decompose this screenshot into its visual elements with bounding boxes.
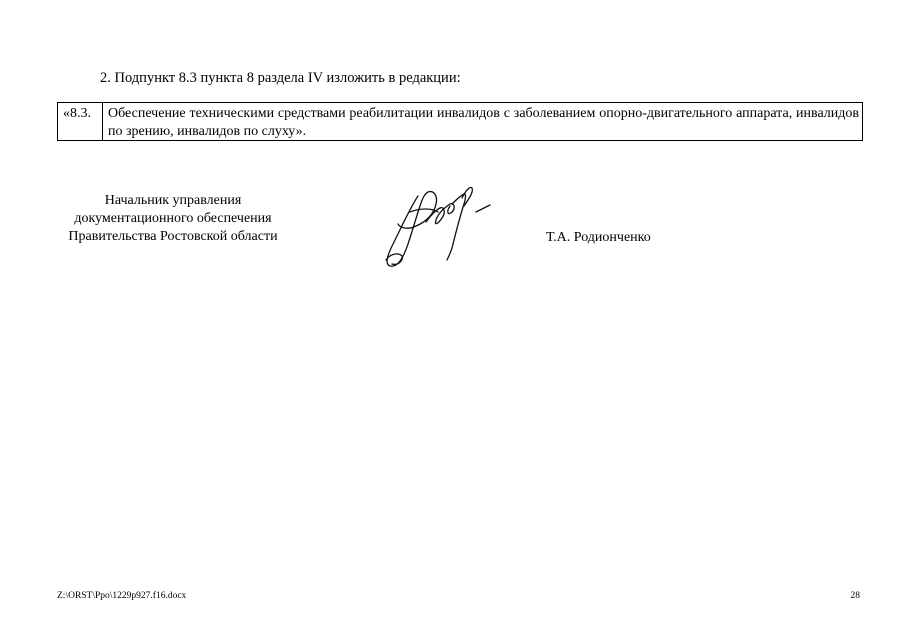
handwritten-signature [380, 182, 495, 270]
amendment-table [57, 102, 863, 141]
amendment-instruction: 2. Подпункт 8.3 пункта 8 раздела IV изложить в редакции: [100, 70, 461, 86]
signatory-title-line: Начальник управления [104, 193, 242, 208]
footer-file-path: Z:\ORST\Ppo\1229p927.f16.docx [57, 591, 187, 601]
amendment-text: Обеспечение техническими средствами реабилитации инвалидов с заболеванием опорно-двигательного аппарата, инвалидов по зрению, инвалидов по слуху». [108, 106, 859, 139]
signatory-title [58, 192, 288, 246]
signatory-title-line: документационного обеспечения [74, 211, 272, 226]
amendment-number: «8.3. [58, 103, 103, 140]
signatory-title-line: Правительства Ростовской области [68, 229, 278, 244]
page-number: 28 [850, 591, 860, 601]
signatory-name: Т.А. Родионченко [546, 230, 651, 245]
